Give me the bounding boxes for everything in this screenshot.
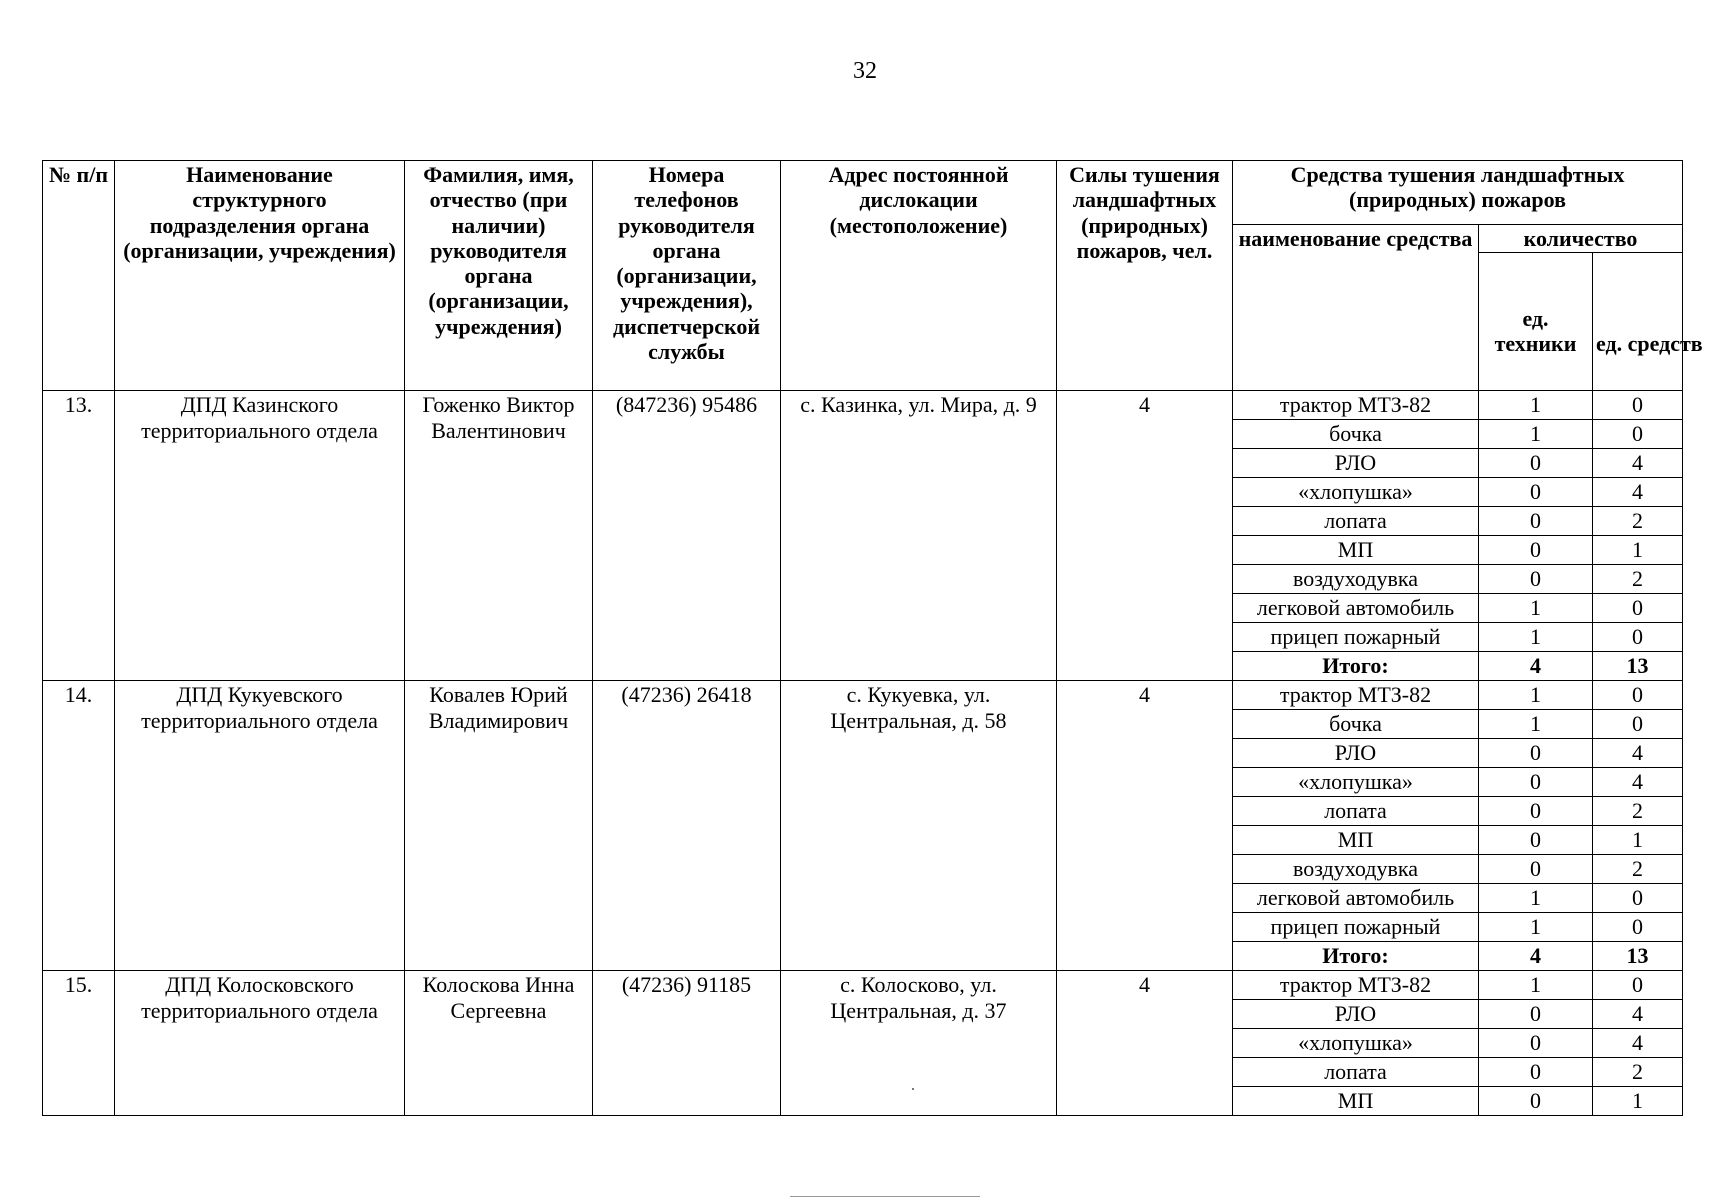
means-tech-count: 0 <box>1479 1000 1593 1029</box>
means-units-count: 13 <box>1593 942 1683 971</box>
header-means-name: наименование средства <box>1233 225 1479 391</box>
means-tech-count: 0 <box>1479 449 1593 478</box>
means-tech-count: 0 <box>1479 826 1593 855</box>
means-name: РЛО <box>1233 449 1479 478</box>
means-units-count: 1 <box>1593 1087 1683 1116</box>
means-name: лопата <box>1233 797 1479 826</box>
means-tech-count: 1 <box>1479 884 1593 913</box>
entry-head: Гоженко Виктор Валентинович <box>405 391 593 681</box>
header-num: № п/п <box>43 161 115 391</box>
means-tech-count: 1 <box>1479 594 1593 623</box>
means-units-count: 4 <box>1593 739 1683 768</box>
means-name: трактор МТЗ-82 <box>1233 971 1479 1000</box>
header-qty-means: ед. средств <box>1593 253 1683 391</box>
means-units-count: 0 <box>1593 420 1683 449</box>
means-tech-count: 1 <box>1479 420 1593 449</box>
entry-num: 15. <box>43 971 115 1116</box>
header-means: Средства тушения ландшафтных (природных) пожаров <box>1233 161 1683 225</box>
means-name: легковой автомобиль <box>1233 884 1479 913</box>
means-tech-count: 0 <box>1479 565 1593 594</box>
entry-address: с. Кукуевка, ул. Центральная, д. 58 <box>781 681 1057 971</box>
means-units-count: 0 <box>1593 971 1683 1000</box>
means-units-count: 4 <box>1593 1029 1683 1058</box>
means-tech-count: 0 <box>1479 1087 1593 1116</box>
forces-table <box>42 160 1703 1116</box>
means-total-label: Итого: <box>1233 942 1479 971</box>
header-phones: Номера телефонов руководителя органа (организации, учреждения), диспетчерской службы <box>593 161 781 391</box>
means-units-count: 1 <box>1593 826 1683 855</box>
means-units-count: 2 <box>1593 1058 1683 1087</box>
table-row <box>43 971 1683 1000</box>
entry-num: 13. <box>43 391 115 681</box>
means-units-count: 0 <box>1593 884 1683 913</box>
means-tech-count: 0 <box>1479 739 1593 768</box>
entry-num: 14. <box>43 681 115 971</box>
entry-unit: ДПД Кукуевского территориального отдела <box>115 681 405 971</box>
means-total-label: Итого: <box>1233 652 1479 681</box>
means-units-count: 2 <box>1593 797 1683 826</box>
means-name: «хлопушка» <box>1233 1029 1479 1058</box>
means-tech-count: 1 <box>1479 710 1593 739</box>
means-tech-count: 1 <box>1479 913 1593 942</box>
means-tech-count: 4 <box>1479 942 1593 971</box>
means-name: воздуходувка <box>1233 565 1479 594</box>
means-tech-count: 1 <box>1479 391 1593 420</box>
entry-forces: 4 <box>1057 971 1233 1116</box>
header-address: Адрес постоянной дислокации (местоположение) <box>781 161 1057 391</box>
means-units-count: 2 <box>1593 507 1683 536</box>
means-name: РЛО <box>1233 1000 1479 1029</box>
table-row <box>43 681 1683 710</box>
means-name: бочка <box>1233 420 1479 449</box>
entry-forces: 4 <box>1057 391 1233 681</box>
means-units-count: 4 <box>1593 1000 1683 1029</box>
means-units-count: 2 <box>1593 855 1683 884</box>
means-tech-count: 0 <box>1479 855 1593 884</box>
page-number: 32 <box>853 58 877 84</box>
means-units-count: 0 <box>1593 710 1683 739</box>
means-units-count: 0 <box>1593 623 1683 652</box>
means-name: «хлопушка» <box>1233 478 1479 507</box>
means-tech-count: 1 <box>1479 681 1593 710</box>
means-tech-count: 1 <box>1479 971 1593 1000</box>
means-name: РЛО <box>1233 739 1479 768</box>
means-name: трактор МТЗ-82 <box>1233 681 1479 710</box>
means-units-count: 2 <box>1593 565 1683 594</box>
entry-address: с. Казинка, ул. Мира, д. 9 <box>781 391 1057 681</box>
entry-head: Колоскова Инна Сергеевна <box>405 971 593 1116</box>
means-name: лопата <box>1233 507 1479 536</box>
header-quantity: количество <box>1479 225 1683 253</box>
means-name: трактор МТЗ-82 <box>1233 391 1479 420</box>
means-units-count: 0 <box>1593 391 1683 420</box>
entry-phone: (847236) 95486 <box>593 391 781 681</box>
scan-dot <box>912 1088 914 1090</box>
means-name: прицеп пожарный <box>1233 913 1479 942</box>
entry-address: с. Колосково, ул. Центральная, д. 37 <box>781 971 1057 1116</box>
means-name: МП <box>1233 826 1479 855</box>
means-name: прицеп пожарный <box>1233 623 1479 652</box>
entry-phone: (47236) 91185 <box>593 971 781 1116</box>
means-tech-count: 4 <box>1479 652 1593 681</box>
means-units-count: 1 <box>1593 536 1683 565</box>
entry-head: Ковалев Юрий Владимирович <box>405 681 593 971</box>
table-body <box>43 391 1683 1116</box>
means-name: МП <box>1233 536 1479 565</box>
means-units-count: 4 <box>1593 478 1683 507</box>
entry-phone: (47236) 26418 <box>593 681 781 971</box>
means-units-count: 4 <box>1593 768 1683 797</box>
means-name: МП <box>1233 1087 1479 1116</box>
means-name: лопата <box>1233 1058 1479 1087</box>
means-tech-count: 0 <box>1479 1029 1593 1058</box>
means-units-count: 0 <box>1593 913 1683 942</box>
entry-unit: ДПД Казинского территориального отдела <box>115 391 405 681</box>
table-row <box>43 391 1683 420</box>
entry-unit: ДПД Колосковского территориального отдела <box>115 971 405 1116</box>
means-tech-count: 0 <box>1479 768 1593 797</box>
means-name: легковой автомобиль <box>1233 594 1479 623</box>
means-name: «хлопушка» <box>1233 768 1479 797</box>
means-name: бочка <box>1233 710 1479 739</box>
means-tech-count: 0 <box>1479 536 1593 565</box>
means-tech-count: 1 <box>1479 623 1593 652</box>
means-tech-count: 0 <box>1479 1058 1593 1087</box>
means-units-count: 4 <box>1593 449 1683 478</box>
means-tech-count: 0 <box>1479 507 1593 536</box>
header-unit: Наименование структурного подразделения органа (организации, учреждения) <box>115 161 405 391</box>
header-qty-tech: ед. техники <box>1479 253 1593 391</box>
means-units-count: 13 <box>1593 652 1683 681</box>
means-tech-count: 0 <box>1479 797 1593 826</box>
header-head: Фамилия, имя, отчество (при наличии) руководителя органа (организации, учреждения) <box>405 161 593 391</box>
entry-forces: 4 <box>1057 681 1233 971</box>
means-units-count: 0 <box>1593 594 1683 623</box>
scan-line <box>790 1196 980 1197</box>
means-units-count: 0 <box>1593 681 1683 710</box>
header-forces: Силы тушения ландшафтных (природных) пожаров, чел. <box>1057 161 1233 391</box>
means-name: воздуходувка <box>1233 855 1479 884</box>
means-tech-count: 0 <box>1479 478 1593 507</box>
